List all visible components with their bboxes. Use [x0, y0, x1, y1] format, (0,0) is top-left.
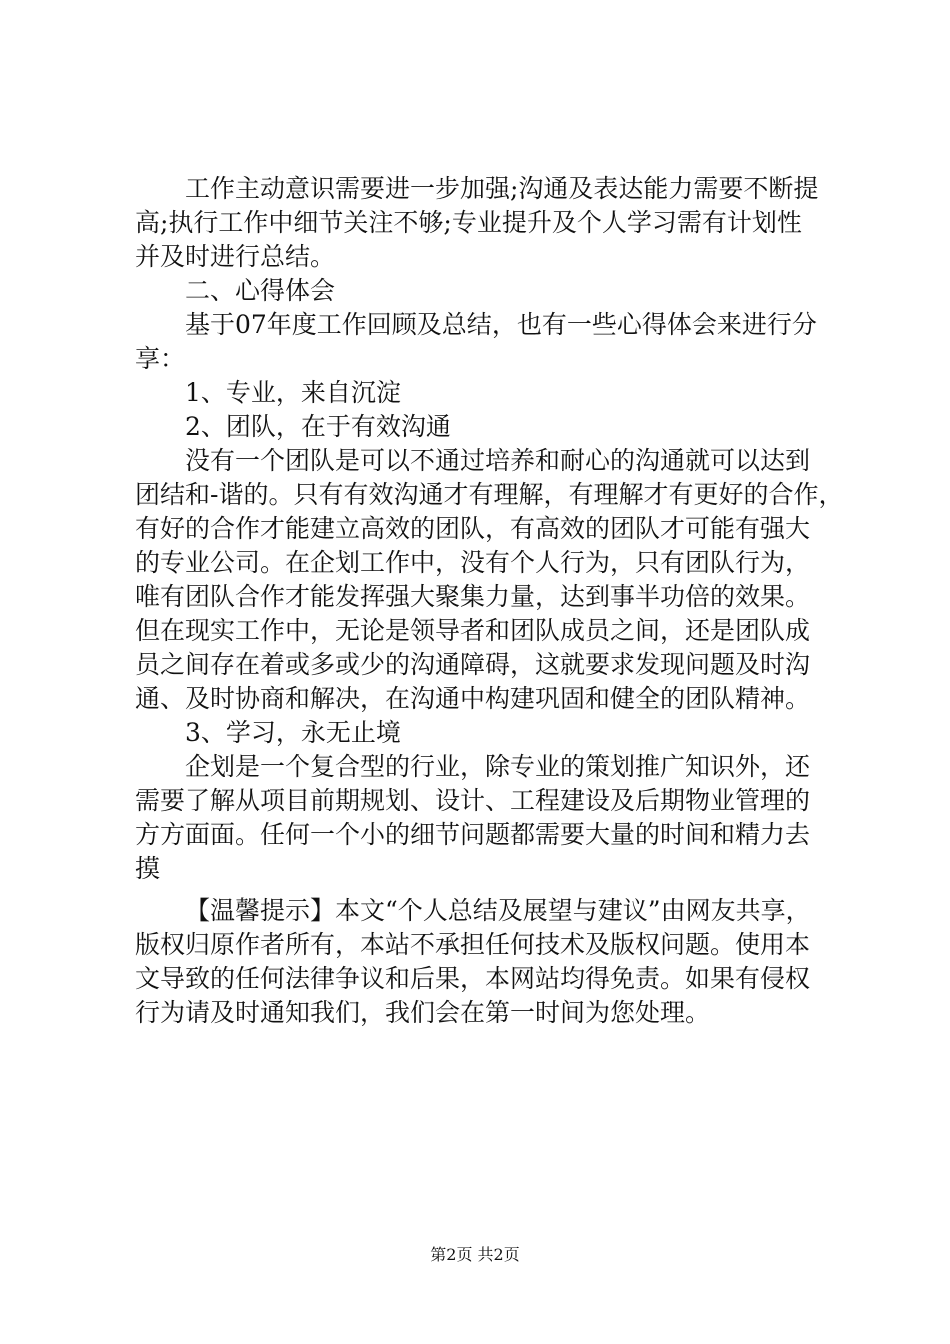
paragraph-line: 没有一个团队是可以不通过培养和耐心的沟通就可以达到 [185, 446, 811, 475]
notice-line: 【温馨提示】本文“个人总结及展望与建议”由网友共享， [185, 896, 811, 925]
section-heading: 二、心得体会 [185, 276, 336, 305]
subheading-1: 1、专业，来自沉淀 [185, 378, 401, 407]
paragraph-line: 的专业公司。在企划工作中，没有个人行为，只有团队行为， [135, 548, 811, 577]
notice-line: 版权归原作者所有，本站不承担任何技术及版权问题。使用本 [135, 930, 811, 959]
paragraph-line: 基于07年度工作回顾及总结，也有一些心得体会来进行分 [185, 310, 817, 339]
paragraph-line: 摸 [135, 854, 161, 883]
paragraph-line: 享： [135, 344, 186, 373]
paragraph-line: 唯有团队合作才能发挥强大聚集力量，达到事半功倍的效果。 [135, 582, 811, 611]
page-number: 第2页 共2页 [430, 1245, 520, 1264]
paragraph-line: 需要了解从项目前期规划、设计、工程建设及后期物业管理的 [135, 786, 811, 815]
subheading-3: 3、学习，永无止境 [185, 718, 401, 747]
paragraph-line: 企划是一个复合型的行业，除专业的策划推广知识外，还 [185, 752, 811, 781]
paragraph-line: 员之间存在着或多或少的沟通障碍，这就要求发现问题及时沟 [135, 650, 811, 679]
paragraph-line: 并及时进行总结。 [135, 242, 336, 271]
paragraph-line: 工作主动意识需要进一步加强;沟通及表达能力需要不断提 [185, 174, 819, 203]
paragraph-line: 团结和-谐的。只有有效沟通才有理解，有理解才有更好的合作， [135, 480, 844, 509]
paragraph-line: 有好的合作才能建立高效的团队，有高效的团队才可能有强大 [135, 514, 811, 543]
document-body [135, 172, 844, 1030]
notice-line: 文导致的任何法律争议和后果，本网站均得免责。如果有侵权 [135, 964, 811, 993]
paragraph-line: 通、及时协商和解决，在沟通中构建巩固和健全的团队精神。 [135, 684, 811, 713]
paragraph-line: 高;执行工作中细节关注不够;专业提升及个人学习需有计划性 [135, 208, 802, 237]
subheading-2: 2、团队，在于有效沟通 [185, 412, 451, 441]
paragraph-line: 但在现实工作中，无论是领导者和团队成员之间，还是团队成 [135, 616, 811, 645]
notice-line: 行为请及时通知我们，我们会在第一时间为您处理。 [135, 998, 711, 1027]
paragraph-line: 方方面面。任何一个小的细节问题都需要大量的时间和精力去 [135, 820, 811, 849]
